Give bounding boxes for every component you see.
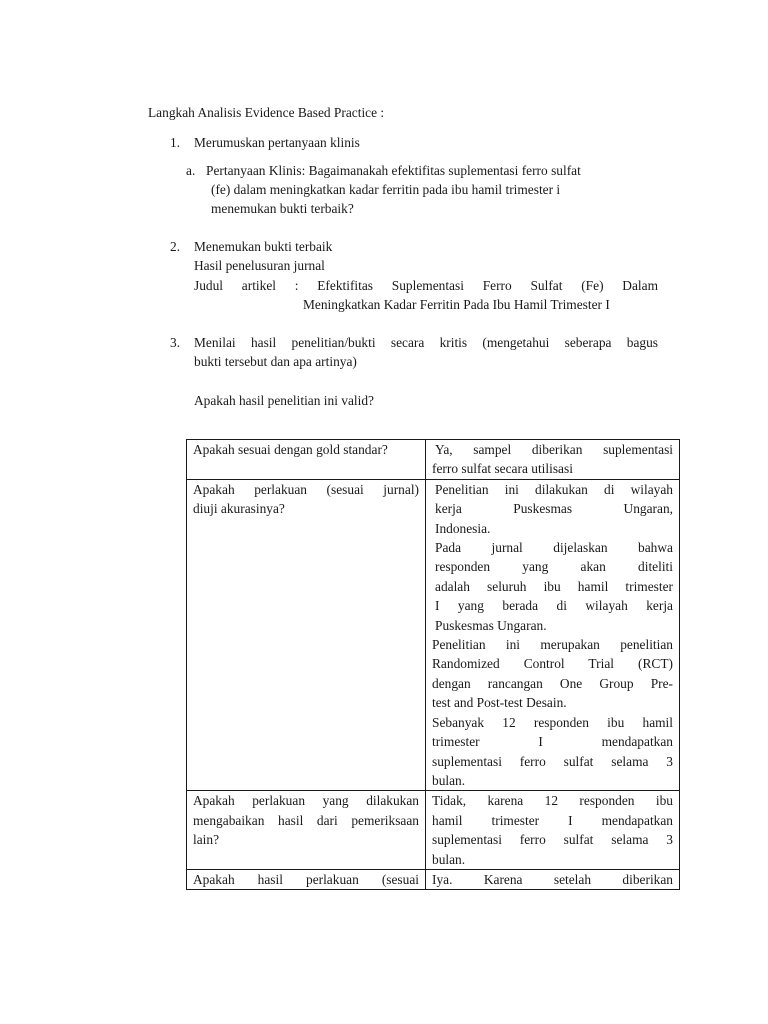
step-1-number: 1. (170, 135, 181, 150)
table-cell-question (187, 479, 426, 791)
cell-line: Puskesmas Ungaran. (435, 617, 547, 633)
cell-line: adalah seluruh ibu hamil trimester (435, 578, 673, 594)
cell-line: Pada jurnal dijelaskan bahwa (435, 540, 673, 556)
cell-line: Apakah hasil perlakuan (sesuai (193, 871, 419, 887)
table-cell-answer (426, 479, 680, 791)
cell-line: dengan rancangan One Group Pre- (432, 675, 673, 691)
table-cell-question (187, 440, 426, 480)
step-3-number: 3. (170, 335, 181, 350)
table-cell-question (187, 869, 426, 889)
table-cell-answer (426, 791, 680, 870)
validity-table (186, 439, 680, 890)
cell-line: Apakah perlakuan (sesuai jurnal) (193, 481, 419, 497)
cell-line: Sebanyak 12 responden ibu hamil (432, 714, 673, 730)
step-1-title: Merumuskan pertanyaan klinis (194, 135, 360, 150)
cell-line: diuji akurasinya? (193, 501, 285, 517)
cell-line: Randomized Control Trial (RCT) (432, 656, 673, 672)
validity-question: Apakah hasil penelitian ini valid? (194, 393, 374, 408)
step-3-line-2: bukti tersebut dan apa artinya) (194, 354, 357, 369)
table-row (187, 791, 680, 870)
cell-line: bulan. (432, 851, 466, 867)
cell-line: test and Post-test Desain. (432, 695, 567, 711)
cell-line: Apakah sesuai dengan gold standar? (193, 442, 388, 457)
table-row (187, 440, 680, 480)
cell-line: Apakah perlakuan yang dilakukan (193, 793, 419, 809)
cell-line: I yang berada di wilayah kerja (435, 598, 673, 614)
cell-line: hamil trimester I mendapatkan (432, 812, 673, 828)
step-2-number: 2. (170, 239, 181, 254)
clinical-question-line-1: Pertanyaan Klinis: Bagaimanakah efektifitas suplementasi ferro sulfat (206, 163, 581, 178)
cell-line: kerja Puskesmas Ungaran, (435, 501, 673, 517)
step-2-title: Menemukan bukti terbaik (194, 239, 333, 254)
cell-line: trimester I mendapatkan (432, 734, 673, 750)
article-title-line-1: Judul artikel : Efektifitas Suplementasi Ferro Sulfat (Fe) Dalam (194, 278, 658, 293)
table-row (187, 869, 680, 889)
cell-line: bulan. (432, 772, 466, 788)
table-cell-answer (426, 869, 680, 889)
journal-search-result: Hasil penelusuran jurnal (194, 258, 325, 273)
cell-line: suplementasi ferro sulfat selama 3 (432, 832, 673, 848)
table-cell-answer (426, 440, 680, 480)
cell-line: Penelitian ini dilakukan di wilayah (435, 481, 673, 497)
step-1a-marker: a. (186, 163, 196, 178)
cell-line: responden yang akan diteliti (435, 559, 673, 575)
cell-line: Iya. Karena setelah diberikan (432, 871, 673, 887)
step-3-line-1: Menilai hasil penelitian/bukti secara kritis (mengetahui seberapa bagus (194, 335, 658, 350)
page-heading: Langkah Analisis Evidence Based Practice : (148, 105, 385, 120)
article-title-line-2: Meningkatkan Kadar Ferritin Pada Ibu Hamil Trimester I (303, 297, 610, 312)
cell-line: Penelitian ini merupakan penelitian (432, 637, 673, 653)
cell-line: Indonesia. (435, 520, 491, 536)
cell-line: ferro sulfat secara utilisasi (432, 461, 573, 477)
table-row (187, 479, 680, 791)
clinical-question-line-2: (fe) dalam meningkatkan kadar ferritin pada ibu hamil trimester i (211, 182, 561, 197)
cell-line: Tidak, karena 12 responden ibu (432, 793, 673, 809)
clinical-question-line-3: menemukan bukti terbaik? (211, 201, 354, 216)
table-cell-question (187, 791, 426, 870)
cell-line: mengabaikan hasil dari pemeriksaan (193, 812, 419, 828)
cell-line: Ya, sampel diberikan suplementasi (435, 442, 673, 457)
cell-line: lain? (193, 832, 220, 848)
cell-line: suplementasi ferro sulfat selama 3 (432, 753, 673, 769)
